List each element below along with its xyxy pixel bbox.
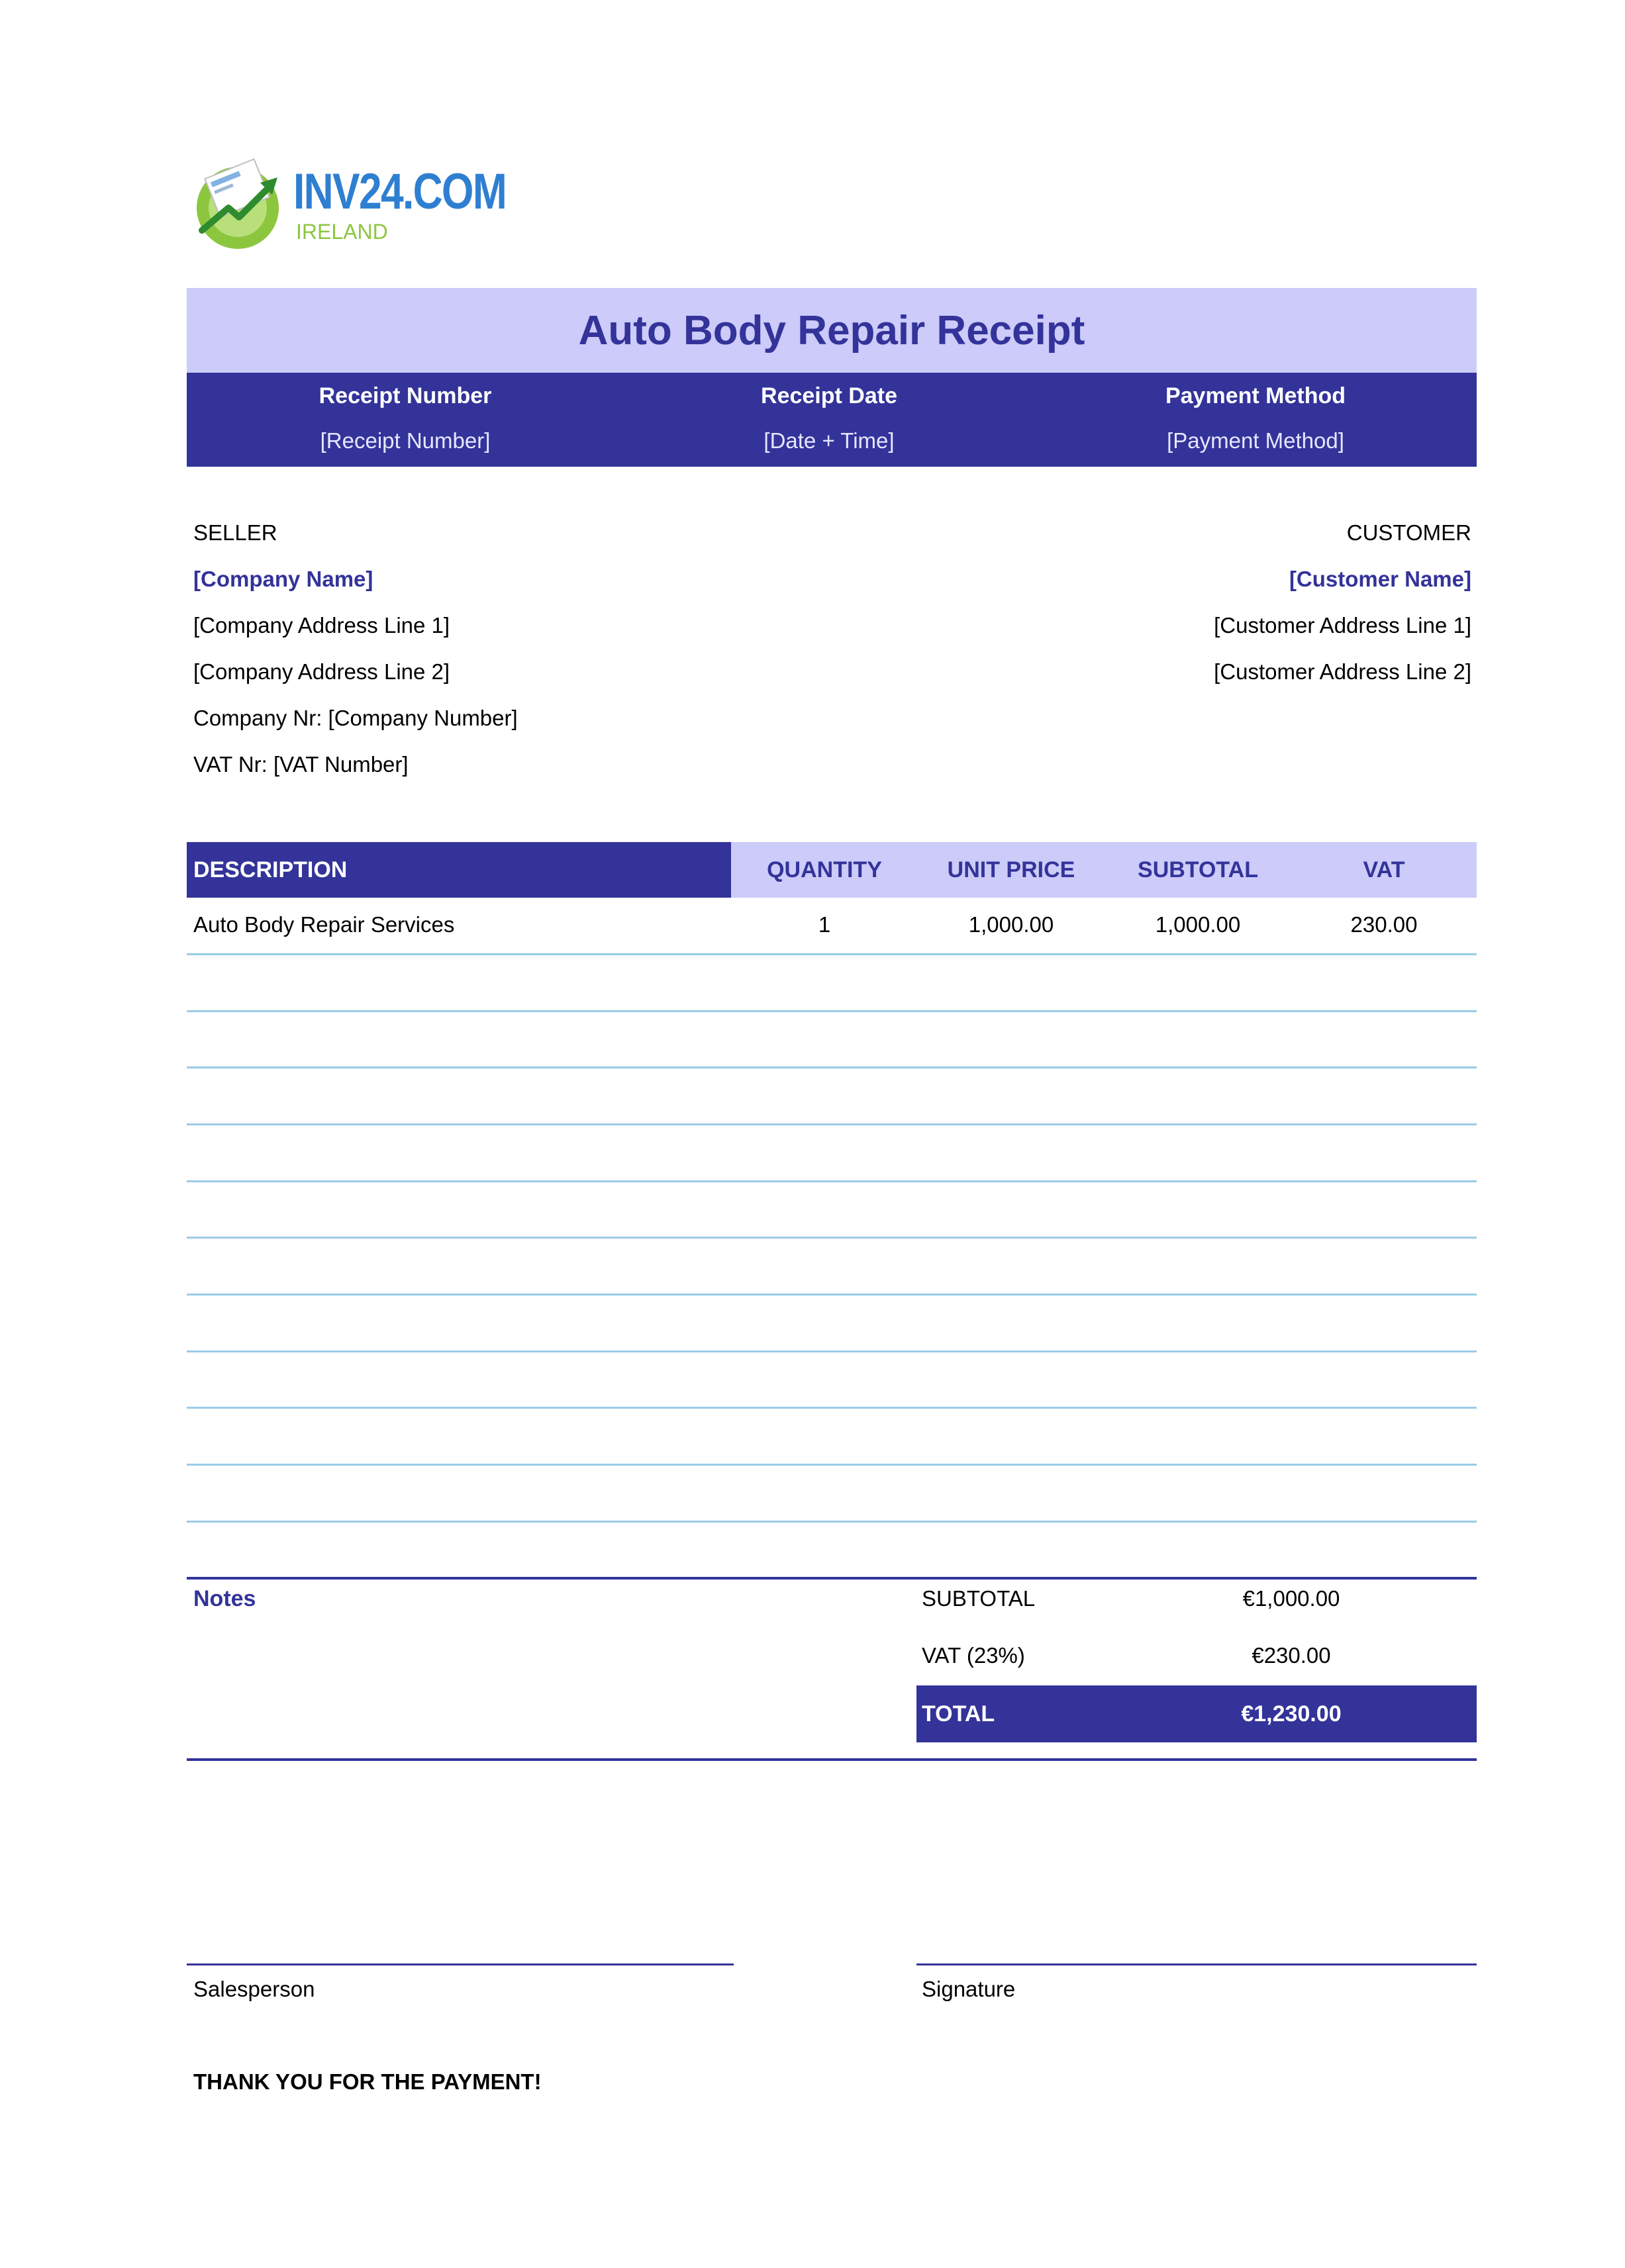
- row-divider: [187, 1350, 1477, 1352]
- receipt-date-label: Receipt Date: [761, 383, 897, 408]
- vat-value: €230.00: [1252, 1643, 1331, 1668]
- row-subtotal[interactable]: 1,000.00: [1155, 912, 1241, 937]
- salesperson-label: Salesperson: [193, 1977, 315, 2001]
- vat-label: VAT (23%): [922, 1643, 1025, 1668]
- row-divider: [187, 1464, 1477, 1466]
- customer-signature-line: [916, 1963, 1477, 1965]
- salesperson-signature-line: [187, 1963, 734, 1965]
- signature-label: Signature: [922, 1977, 1016, 2001]
- receipt-date-value[interactable]: [Date + Time]: [763, 428, 895, 453]
- row-vat[interactable]: 230.00: [1350, 912, 1418, 937]
- seller-address-line-2[interactable]: [Company Address Line 2]: [193, 659, 450, 684]
- seller-heading: SELLER: [193, 520, 277, 545]
- receipt-date-block: [624, 373, 1034, 467]
- row-divider: [187, 1066, 1477, 1068]
- row-divider: [187, 1010, 1477, 1012]
- column-header-unit-price: UNIT PRICE: [947, 857, 1075, 882]
- payment-method-value[interactable]: [Payment Method]: [1167, 428, 1344, 453]
- row-description[interactable]: Auto Body Repair Services: [193, 912, 455, 937]
- receipt-number-value[interactable]: [Receipt Number]: [320, 428, 491, 453]
- row-divider: [187, 1237, 1477, 1239]
- payment-method-block: [1034, 373, 1477, 467]
- subtotal-label: SUBTOTAL: [922, 1586, 1036, 1611]
- seller-vat-number[interactable]: VAT Nr: [VAT Number]: [193, 752, 409, 777]
- column-header-vat: VAT: [1363, 857, 1405, 882]
- column-header-subtotal: SUBTOTAL: [1138, 857, 1258, 882]
- items-table-header: [187, 842, 1477, 898]
- thank-you-message: THANK YOU FOR THE PAYMENT!: [193, 2069, 542, 2094]
- customer-address-line-2[interactable]: [Customer Address Line 2]: [1214, 659, 1471, 684]
- receipt-number-label: Receipt Number: [319, 383, 492, 408]
- subtotal-value: €1,000.00: [1242, 1586, 1340, 1611]
- row-divider: [187, 1180, 1477, 1182]
- total-band: [916, 1685, 1477, 1742]
- row-unit-price[interactable]: 1,000.00: [968, 912, 1054, 937]
- totals-bottom-rule: [187, 1758, 1477, 1761]
- seller-company-number[interactable]: Company Nr: [Company Number]: [193, 706, 518, 730]
- title-band: [187, 288, 1477, 373]
- receipt-meta-band: [187, 373, 1477, 467]
- row-divider: [187, 953, 1477, 955]
- seller-company-name[interactable]: [Company Name]: [193, 567, 373, 591]
- seller-address-line-1[interactable]: [Company Address Line 1]: [193, 613, 450, 638]
- receipt-number-block: [187, 373, 624, 467]
- payment-method-label: Payment Method: [1165, 383, 1346, 408]
- logo-country-text: IRELAND: [296, 220, 388, 244]
- row-divider: [187, 1407, 1477, 1409]
- chart-arrow-logo-icon: [190, 154, 289, 253]
- customer-heading: CUSTOMER: [1346, 520, 1471, 545]
- receipt-title: Auto Body Repair Receipt: [578, 307, 1085, 354]
- row-divider: [187, 1521, 1477, 1523]
- column-header-quantity: QUANTITY: [767, 857, 882, 882]
- notes-label: Notes: [193, 1586, 256, 1611]
- customer-address-line-1[interactable]: [Customer Address Line 1]: [1214, 613, 1471, 638]
- row-divider: [187, 1294, 1477, 1296]
- table-bottom-rule: [187, 1577, 1477, 1580]
- column-header-description: DESCRIPTION: [187, 842, 731, 898]
- total-value: €1,230.00: [1241, 1701, 1342, 1726]
- total-label: TOTAL: [922, 1701, 995, 1726]
- company-logo: [190, 154, 508, 253]
- column-header-numeric-group: [731, 842, 1477, 898]
- logo-brand-text: INV24.COM: [293, 164, 507, 220]
- row-quantity[interactable]: 1: [818, 912, 831, 937]
- row-divider: [187, 1123, 1477, 1125]
- customer-name[interactable]: [Customer Name]: [1289, 567, 1471, 591]
